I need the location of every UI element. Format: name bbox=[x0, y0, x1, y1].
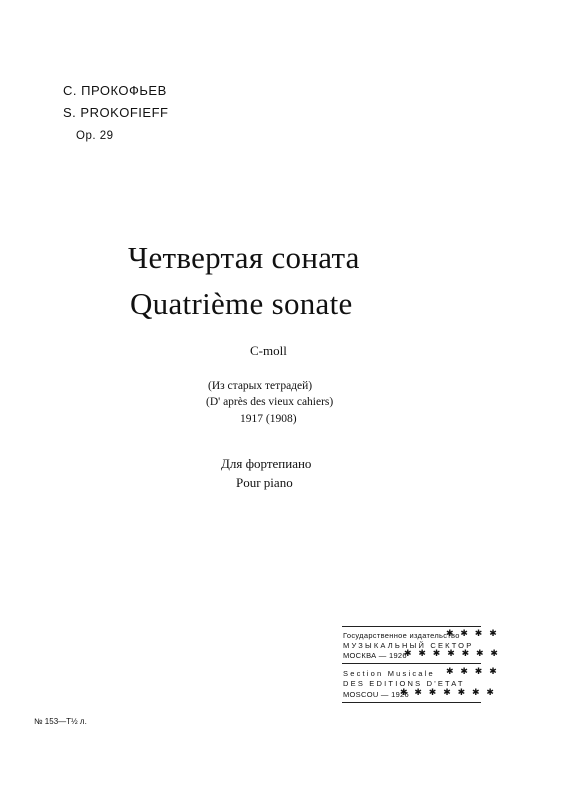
opus-number: Op. 29 bbox=[76, 130, 114, 142]
subtitle-russian: (Из старых тетрадей) bbox=[208, 380, 313, 392]
star-ornament: ✱ ✱ ✱ ✱ ✱ ✱ ✱ bbox=[404, 649, 500, 659]
publisher-line-6: MOSCOU — 1926 bbox=[343, 690, 410, 699]
publisher-bottom-rule bbox=[342, 702, 481, 703]
publisher-middle-rule bbox=[342, 663, 481, 664]
star-ornament: ✱ ✱ ✱ ✱ bbox=[446, 629, 499, 639]
publisher-line-2: МУЗЫКАЛЬНЫЙ СЕКТОР bbox=[343, 641, 474, 650]
plate-number: № 153—Т½ л. bbox=[34, 717, 87, 726]
subtitle-french: (D' après des vieux cahiers) bbox=[206, 396, 334, 408]
publisher-line-5: DES EDITIONS D'ETAT bbox=[343, 679, 465, 688]
title-french: Quatrième sonate bbox=[130, 286, 353, 321]
star-ornament: ✱ ✱ ✱ ✱ bbox=[446, 667, 499, 677]
publisher-line-3: МОСКВА — 1926 bbox=[343, 651, 407, 660]
composer-name-french: S. PROKOFIEFF bbox=[63, 105, 169, 120]
composer-name-russian: С. ПРОКОФЬЕВ bbox=[63, 83, 167, 98]
key-signature: C-moll bbox=[250, 343, 287, 358]
instrument-russian: Для фортепиано bbox=[221, 456, 312, 471]
publisher-top-rule bbox=[342, 626, 481, 627]
publisher-line-1: Государственное издательство bbox=[343, 631, 460, 640]
publisher-line-4: Section Musicale bbox=[343, 669, 435, 678]
instrument-french: Pour piano bbox=[236, 475, 293, 490]
star-ornament: ✱ ✱ ✱ ✱ ✱ ✱ ✱ bbox=[400, 688, 496, 698]
composition-years: 1917 (1908) bbox=[240, 413, 297, 425]
title-russian: Четвертая соната bbox=[128, 240, 360, 275]
